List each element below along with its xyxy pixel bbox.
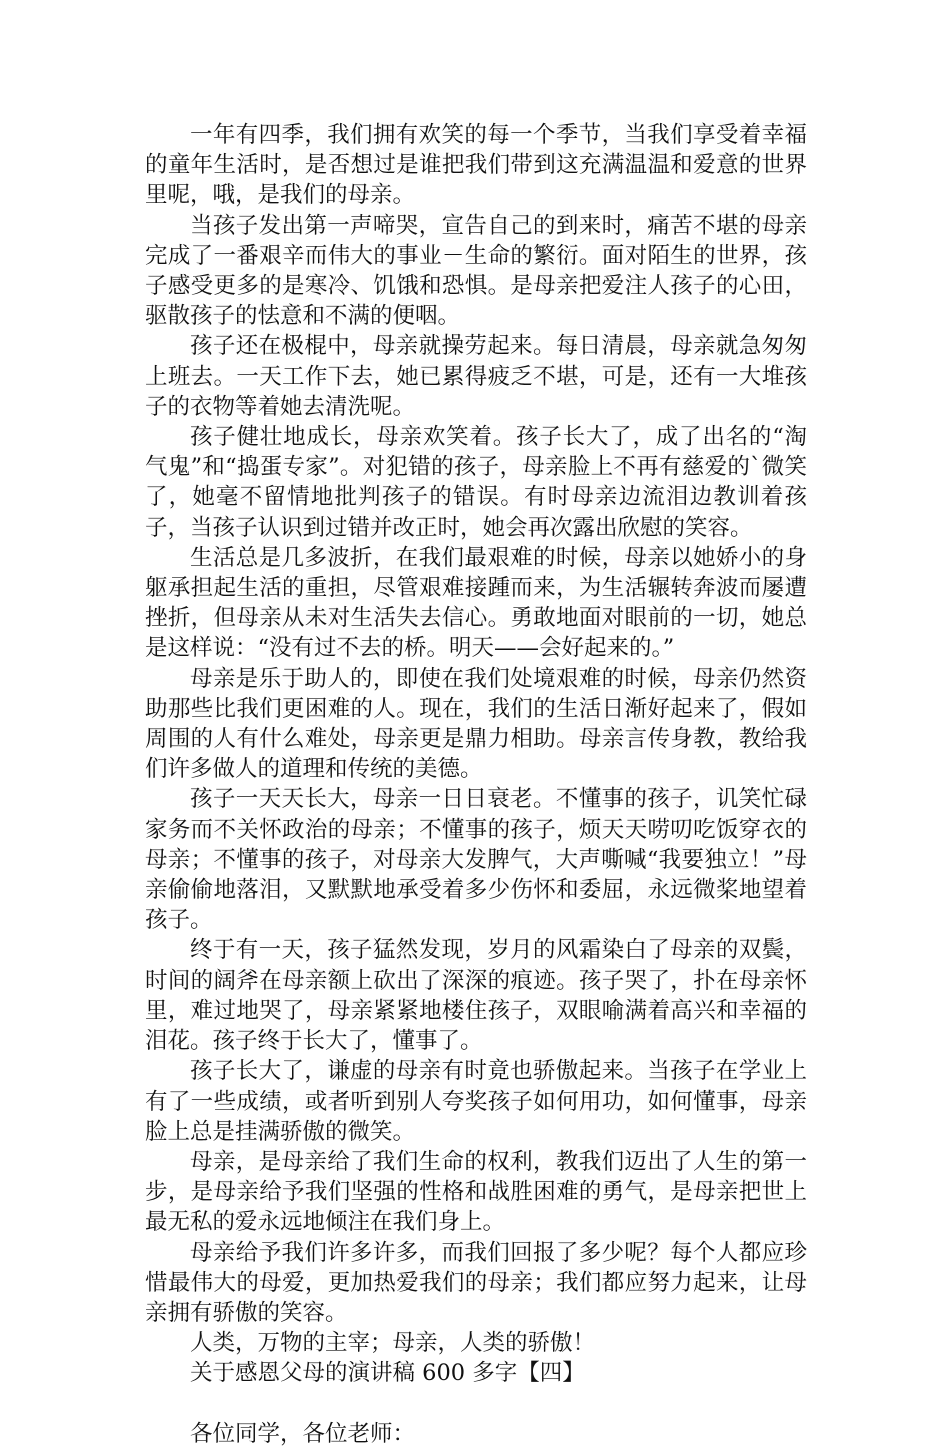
paragraph-9: 孩子长大了，谦虚的母亲有时竟也骄傲起来。当孩子在学业上有了一些成绩，或者听到别人夸奖孩子如何用功，如何懂事，母亲脸上总是挂满骄傲的微笑。 [145,1058,807,1145]
paragraph-11: 母亲给予我们许多许多，而我们回报了多少呢？每个人都应珍惜最伟大的母爱，更加热爱我们的母亲；我们都应努力起来，让母亲拥有骄傲的笑容。 [145,1239,807,1326]
closing-line: 人类，万物的主宰；母亲，人类的骄傲！ [190,1330,596,1357]
paragraph-8: 终于有一天，孩子猛然发现，岁月的风霜染白了母亲的双鬓，时间的阔斧在母亲额上砍出了深深的痕迹。孩子哭了，扑在母亲怀里，难过地哭了，母亲紧紧地楼住孩子，双眼喻满着高兴和幸福的泪花。孩子终于长大了，懂事了。 [145,937,807,1055]
document-page [145,120,807,1449]
paragraph-2: 当孩子发出第一声啼哭，宣告自己的到来时，痛苦不堪的母亲完成了一番艰辛而伟大的事业－生命的繁衍。面对陌生的世界，孩子感受更多的是寒冷、饥饿和恐惧。是母亲把爱注人孩子的心田，驱散孩子的怯意和不满的便咽。 [145,212,807,330]
paragraph-4: 孩子健壮地成长，母亲欢笑着。孩子长大了，成了出名的“淘气鬼”和“捣蛋专家”。对犯错的孩子，母亲脸上不再有慈爱的`微笑了，她毫不留情地批判孩子的错误。有时母亲边流泪边教训着孩子，当孩子认识到过错并改正时，她会再次露出欣慰的笑容。 [145,424,807,541]
paragraph-10: 母亲，是母亲给了我们生命的权利，教我们迈出了人生的第一步，是母亲给予我们坚强的性格和战胜困难的勇气，是母亲把世上最无私的爱永远地倾注在我们身上。 [145,1148,807,1236]
paragraph-7: 孩子一天天长大，母亲一日日衰老。不懂事的孩子，讥笑忙碌家务而不关怀政治的母亲；不懂事的孩子，烦天天唠叨吃饭穿衣的母亲；不懂事的孩子，对母亲大发脾气，大声嘶喊“我要独立！”母亲偷偷地落泪，又默默地承受着多少伤怀和委屈，永远微桨地望着孩子。 [145,786,807,934]
section-title: 关于感恩父母的演讲稿 600 多字【四】 [190,1360,585,1387]
salutation: 各位同学，各位老师： [190,1420,416,1447]
paragraph-5: 生活总是几多波折，在我们最艰难的时候，母亲以她娇小的身躯承担起生活的重担，尽管艰难接踵而来，为生活辗转奔波而屡遭挫折，但母亲从未对生活失去信心。勇敢地面对眼前的一切，她总是这样说：“没有过不去的桥。明天——会好起来的。” [145,544,807,662]
paragraph-1: 一年有四季，我们拥有欢笑的每一个季节，当我们享受着幸福的童年生活时，是否想过是谁把我们带到这充满温温和爱意的世界里呢，哦，是我们的母亲。 [145,122,807,209]
blank-line [145,1389,807,1419]
paragraph-6: 母亲是乐于助人的，即使在我们处境艰难的时候，母亲仍然资助那些比我们更困难的人。现在，我们的生活日渐好起来了，假如周围的人有什么难处，母亲更是鼎力相助。母亲言传身教，教给我们许多做人的道理和传统的美德。 [145,665,807,783]
paragraph-3: 孩子还在极棍中，母亲就操劳起来。每日清晨，母亲就急匆匆上班去。一天工作下去，她已累得疲乏不堪，可是，还有一大堆孩子的衣物等着她去清洗呢。 [145,333,807,420]
